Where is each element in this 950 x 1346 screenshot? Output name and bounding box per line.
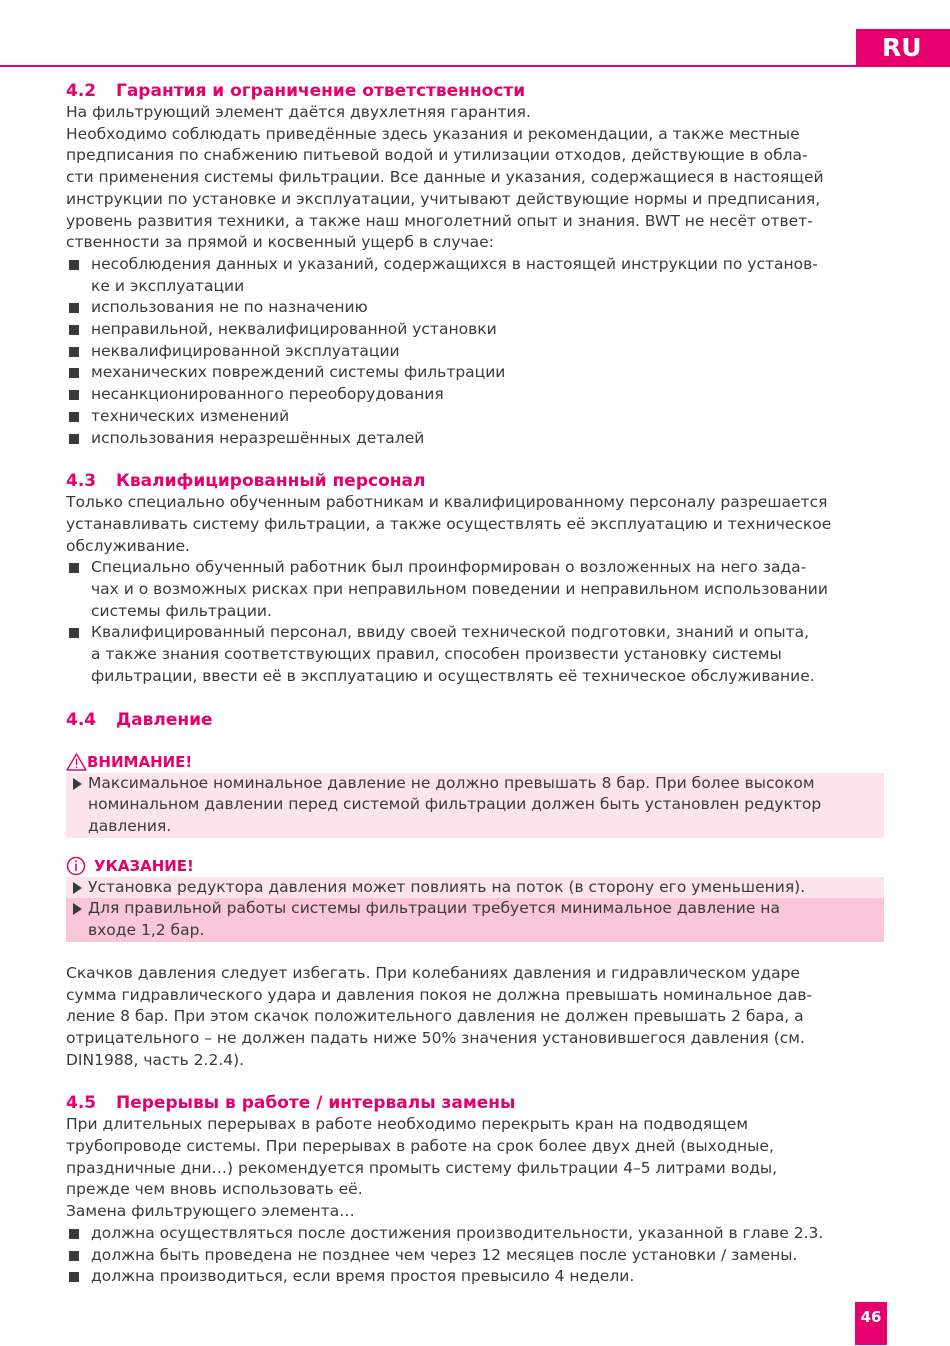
section-number: 4.3 xyxy=(66,471,97,492)
list-item xyxy=(66,428,886,450)
text-line: номинальном давлении перед системой фильтрации должен быть установлен редуктор xyxy=(88,795,822,814)
warning-title: ВНИМАНИЕ! xyxy=(87,752,193,771)
list-item xyxy=(66,297,886,319)
text-line: DIN1988, часть 2.2.4). xyxy=(66,1050,245,1069)
text-line: сумма гидравлического удара и давления покоя не должна превышать номинальное дав- xyxy=(66,985,813,1004)
page-number: 46 xyxy=(855,1302,887,1345)
text-line: неправильной, неквалифицированной установки xyxy=(91,320,497,339)
text-line: инструкции по установке и эксплуатации, учитывают действующие нормы и предписания, xyxy=(66,189,821,208)
text-line: входе 1,2 бар. xyxy=(88,921,205,940)
text-line: Квалифицированный персонал, ввиду своей технической подготовки, знаний и опыта, xyxy=(91,623,810,642)
list-item xyxy=(66,1223,886,1245)
text-line: Необходимо соблюдать приведённые здесь указания и рекомендации, а также местные xyxy=(66,124,800,143)
bullet-list-4-3 xyxy=(66,557,886,687)
text-line: ление 8 бар. При этом скачок положительного давления не должен превышать 2 бара, а xyxy=(66,1007,804,1026)
text-line: На фильтрующий элемент даётся двухлетняя гарантия. xyxy=(66,103,531,121)
list-item xyxy=(66,557,886,622)
section-heading-4-3 xyxy=(66,470,886,492)
bullet-list-4-2 xyxy=(66,254,886,449)
square-bullet-icon xyxy=(69,303,79,313)
text-line: обслуживание. xyxy=(66,536,190,555)
list-item xyxy=(66,319,886,341)
info-circle-icon xyxy=(66,856,88,876)
text-line: отрицательного – не должен падать ниже 50% значения установившегося давления (см. xyxy=(66,1028,805,1047)
section-heading-4-4 xyxy=(66,709,886,731)
list-item xyxy=(66,384,886,406)
text-line: механических повреждений системы фильтрации xyxy=(91,363,506,382)
text-line: несоблюдения данных и указаний, содержащихся в настоящей инструкции по установ- xyxy=(91,254,818,273)
text-line: Специально обученный работник был проинформирован о возложенных на него зада- xyxy=(91,558,807,577)
square-bullet-icon xyxy=(69,628,79,638)
text-line: системы фильтрации. xyxy=(91,601,272,620)
text-line: фильтрации, ввести её в эксплуатацию и осуществлять её техническое обслуживание. xyxy=(91,666,815,685)
warning-triangle-icon xyxy=(66,753,87,771)
list-item xyxy=(66,406,886,428)
text-line: использования не по назначению xyxy=(91,298,368,317)
notice-heading xyxy=(66,855,886,877)
text-line: должна быть проведена не позднее чем через 12 месяцев после установки / замены. xyxy=(91,1245,798,1264)
arrow-right-icon xyxy=(73,778,82,790)
list-item xyxy=(66,1245,886,1267)
paragraph-4-4 xyxy=(66,963,886,1072)
text-line: сти применения системы фильтрации. Все данные и указания, содержащиеся в настоящей xyxy=(66,168,824,187)
section-number: 4.5 xyxy=(66,1093,97,1114)
text-line: При длительных перерывах в работе необходимо перекрыть кран на подводящем xyxy=(66,1115,749,1134)
text-line: должна производиться, если время простоя превысило 4 недели. xyxy=(91,1267,635,1286)
text-line: Максимальное номинальное давление не должно превышать 8 бар. При более высоком xyxy=(88,773,815,792)
warning-heading xyxy=(66,751,886,773)
text-line: давления. xyxy=(88,816,172,835)
text-line: технических изменений xyxy=(91,406,290,425)
section-number: 4.4 xyxy=(66,709,97,730)
list-item xyxy=(66,362,886,384)
square-bullet-icon xyxy=(69,412,79,422)
notice-title: УКАЗАНИЕ! xyxy=(94,856,194,875)
paragraph-4-3 xyxy=(66,492,886,557)
arrow-right-icon xyxy=(73,882,82,894)
text-line: предписания по снабжению питьевой водой и утилизации отходов, действующие в обла- xyxy=(66,146,808,165)
text-line: неквалифицированной эксплуатации xyxy=(91,341,400,360)
language-tab: RU xyxy=(856,29,950,67)
bullet-list-4-5 xyxy=(66,1223,886,1288)
section-title: Давление xyxy=(116,709,213,730)
section-title: Гарантия и ограничение ответственности xyxy=(116,81,526,101)
text-line: должна осуществляться после достижения производительности, указанной в главе 2.3. xyxy=(91,1223,824,1242)
text-line: чах и о возможных рисках при неправильном поведении и неправильном использовании xyxy=(91,580,828,599)
text-line: несанкционированного переоборудования xyxy=(91,385,444,404)
section-title: Перерывы в работе / интервалы замены xyxy=(116,1093,516,1114)
list-item xyxy=(66,622,886,687)
square-bullet-icon xyxy=(69,1251,79,1261)
section-heading-4-2 xyxy=(66,80,886,102)
section-heading-4-5 xyxy=(66,1092,886,1114)
section-title: Квалифицированный персонал xyxy=(116,471,426,492)
paragraph-4-5 xyxy=(66,1114,886,1223)
text-line: прежде чем вновь использовать её. xyxy=(66,1180,363,1199)
text-line: ке и эксплуатации xyxy=(91,276,245,295)
warning-box xyxy=(66,773,884,838)
header-rule xyxy=(0,65,858,67)
section-number: 4.2 xyxy=(66,81,97,101)
square-bullet-icon xyxy=(69,563,79,573)
text-line: использования неразрешённых деталей xyxy=(91,428,425,447)
notice-box-2 xyxy=(66,898,884,941)
paragraph-4-2 xyxy=(66,102,886,254)
list-item xyxy=(66,254,886,297)
square-bullet-icon xyxy=(69,434,79,444)
list-item xyxy=(66,1266,886,1288)
square-bullet-icon xyxy=(69,1229,79,1239)
text-line: Установка редуктора давления может повлиять на поток (в сторону его уменьшения). xyxy=(88,877,806,896)
text-line: Скачков давления следует избегать. При колебаниях давления и гидравлическом ударе xyxy=(66,963,800,982)
list-item xyxy=(66,341,886,363)
arrow-right-icon xyxy=(73,903,82,915)
square-bullet-icon xyxy=(69,347,79,357)
square-bullet-icon xyxy=(69,325,79,335)
square-bullet-icon xyxy=(69,260,79,270)
notice-box-1 xyxy=(66,877,884,899)
page-content xyxy=(66,80,886,1288)
square-bullet-icon xyxy=(69,390,79,400)
square-bullet-icon xyxy=(69,368,79,378)
text-line: устанавливать систему фильтрации, а также осуществлять её эксплуатацию и техническое xyxy=(66,514,832,533)
text-line: трубопроводе системы. При перерывах в работе на срок более двух дней (выходные, xyxy=(66,1137,774,1156)
text-line: Замена фильтрующего элемента… xyxy=(66,1202,355,1221)
text-line: Только специально обученным работникам и квалифицированному персоналу разрешается xyxy=(66,493,828,512)
text-line: Для правильной работы системы фильтрации требуется минимальное давление на xyxy=(88,899,780,918)
square-bullet-icon xyxy=(69,1272,79,1282)
text-line: ственности за прямой и косвенный ущерб в случае: xyxy=(66,233,494,252)
text-line: а также знания соответствующих правил, способен произвести установку системы xyxy=(91,645,782,664)
text-line: праздничные дни…) рекомендуется промыть систему фильтрации 4–5 литрами воды, xyxy=(66,1158,778,1177)
text-line: уровень развития техники, а также наш многолетний опыт и знания. BWT не несёт ответ- xyxy=(66,211,813,230)
